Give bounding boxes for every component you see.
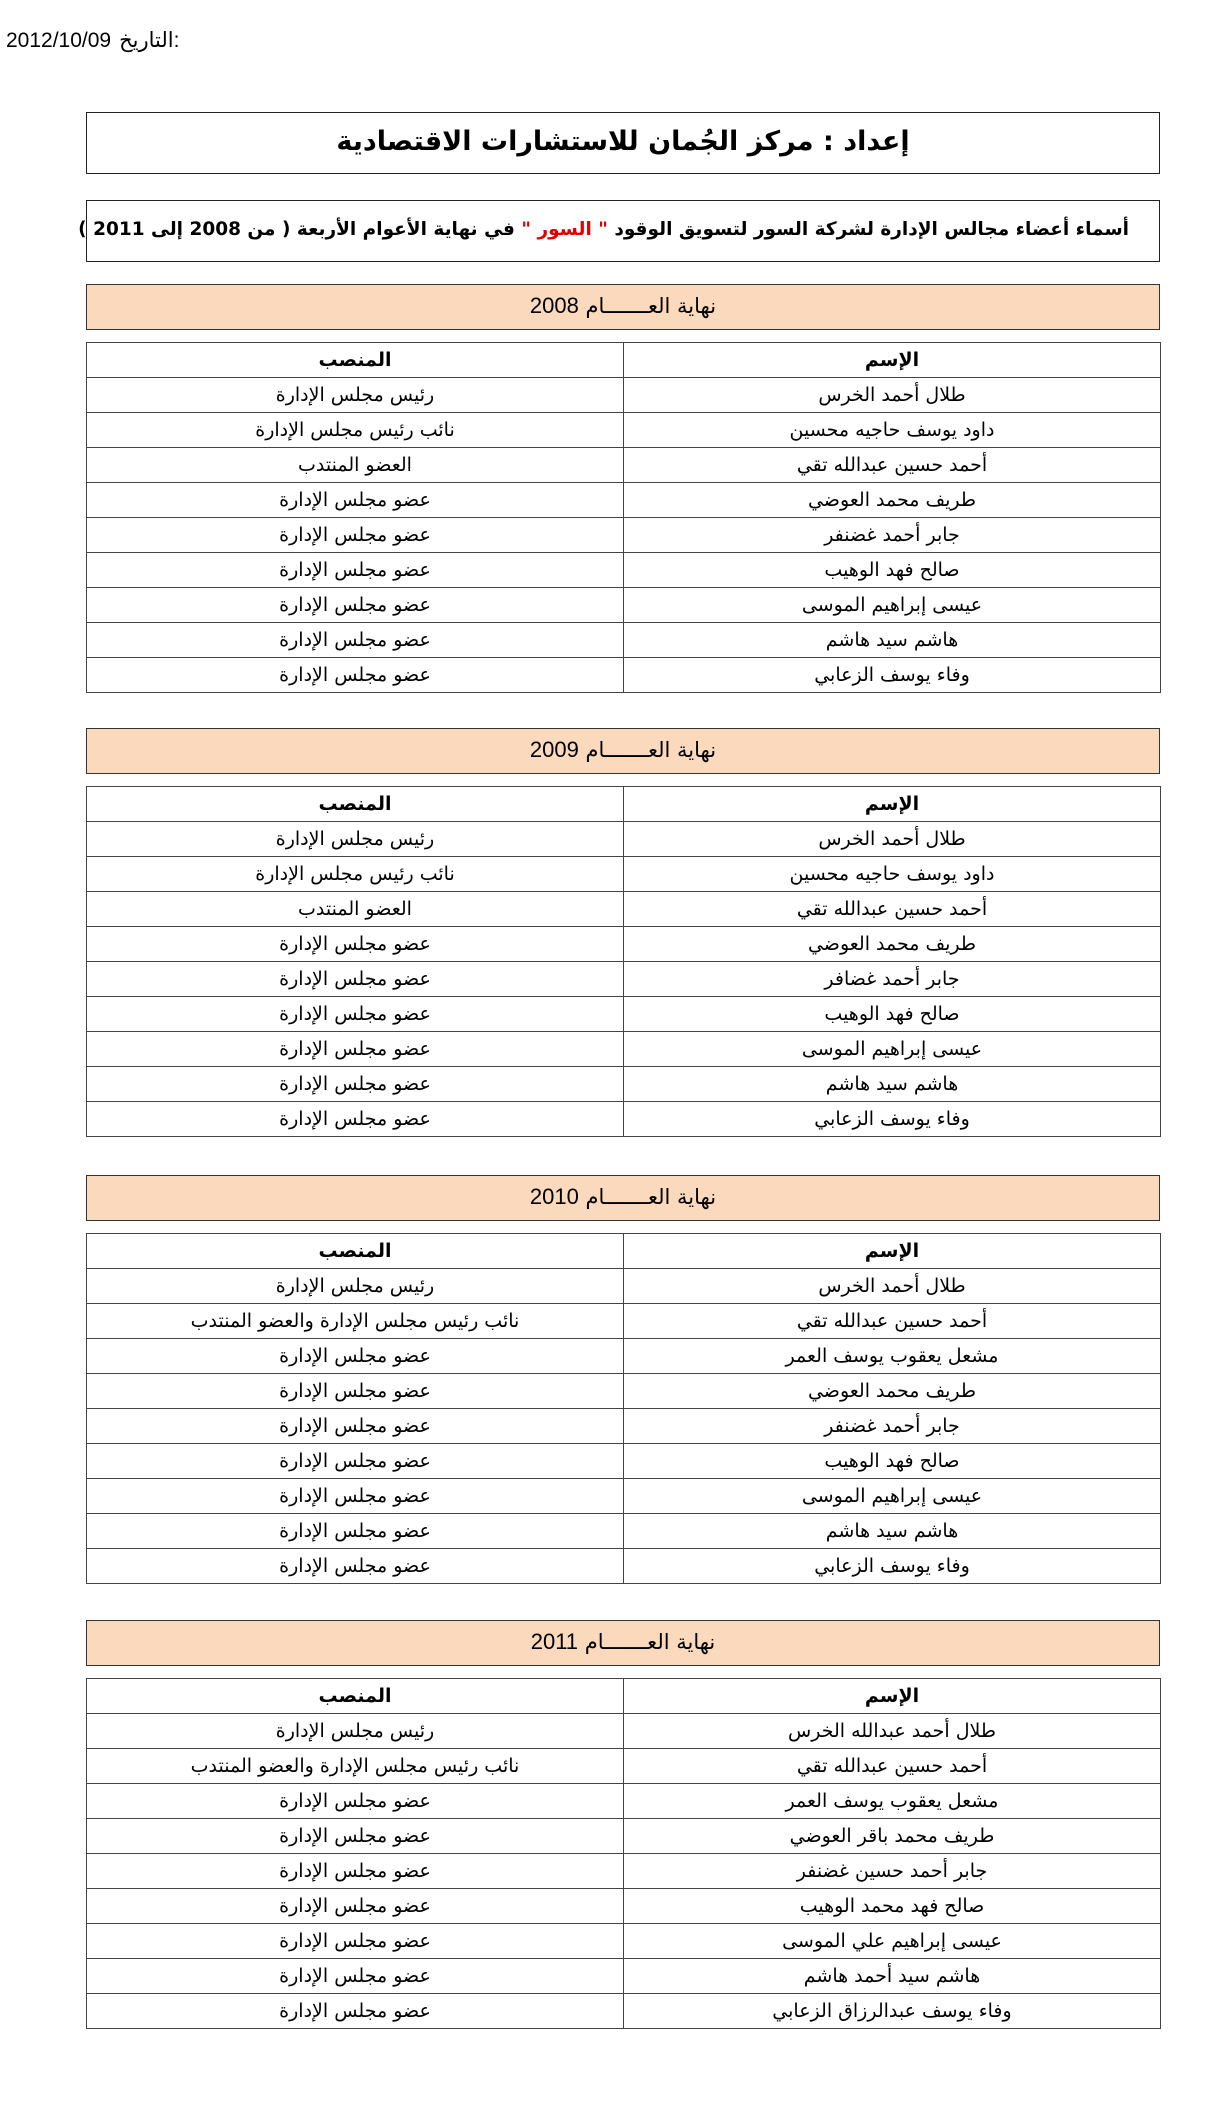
member-name: طريف محمد العوضي — [624, 927, 1161, 962]
year-heading — [86, 728, 1160, 774]
member-position: عضو مجلس الإدارة — [87, 1959, 624, 1994]
member-name: هاشم سيد هاشم — [624, 1067, 1161, 1102]
member-name: عيسى إبراهيم علي الموسى — [624, 1924, 1161, 1959]
table-row — [87, 483, 1161, 518]
table-header-row — [87, 343, 1161, 378]
member-name: وفاء يوسف الزعابي — [624, 1102, 1161, 1137]
member-name: جابر أحمد حسين غضنفر — [624, 1854, 1161, 1889]
member-position: عضو مجلس الإدارة — [87, 1479, 624, 1514]
member-name: جابر أحمد غضنفر — [624, 1409, 1161, 1444]
member-name: عيسى إبراهيم الموسى — [624, 588, 1161, 623]
subtitle-part1: أسماء أعضاء مجالس الإدارة لشركة السور لتسويق الوقود — [614, 219, 1129, 240]
member-position: رئيس مجلس الإدارة — [87, 1714, 624, 1749]
year-heading — [86, 1175, 1160, 1221]
member-position: عضو مجلس الإدارة — [87, 1549, 624, 1584]
member-position: عضو مجلس الإدارة — [87, 1889, 624, 1924]
table-row — [87, 1269, 1161, 1304]
table-row — [87, 927, 1161, 962]
member-position: عضو مجلس الإدارة — [87, 1067, 624, 1102]
board-table — [86, 342, 1161, 693]
member-name: صالح فهد محمد الوهيب — [624, 1889, 1161, 1924]
table-row — [87, 1924, 1161, 1959]
header-position: المنصب — [87, 787, 624, 822]
member-position: عضو مجلس الإدارة — [87, 927, 624, 962]
table-row — [87, 553, 1161, 588]
table-header-row — [87, 1679, 1161, 1714]
table-row — [87, 1994, 1161, 2029]
table-row — [87, 1854, 1161, 1889]
member-name: عيسى إبراهيم الموسى — [624, 1479, 1161, 1514]
table-row — [87, 1749, 1161, 1784]
member-name: طريف محمد العوضي — [624, 483, 1161, 518]
table-row — [87, 518, 1161, 553]
table-row — [87, 1304, 1161, 1339]
member-name: داود يوسف حاجيه محسين — [624, 413, 1161, 448]
member-name: طريف محمد العوضي — [624, 1374, 1161, 1409]
member-position: عضو مجلس الإدارة — [87, 1444, 624, 1479]
member-name: أحمد حسين عبدالله تقي — [624, 1304, 1161, 1339]
table-row — [87, 658, 1161, 693]
member-position: عضو مجلس الإدارة — [87, 1409, 624, 1444]
board-table — [86, 1233, 1161, 1584]
member-position: عضو مجلس الإدارة — [87, 997, 624, 1032]
date-value: 2012/10/09 — [6, 29, 112, 52]
table-row — [87, 962, 1161, 997]
year-heading-prefix: نهاية العـــــــام — [584, 1630, 716, 1654]
header-name: الإسم — [624, 1679, 1161, 1714]
member-position: العضو المنتدب — [87, 448, 624, 483]
table-row — [87, 822, 1161, 857]
member-position: نائب رئيس مجلس الإدارة والعضو المنتدب — [87, 1749, 624, 1784]
table-row — [87, 857, 1161, 892]
member-position: نائب رئيس مجلس الإدارة — [87, 857, 624, 892]
member-position: عضو مجلس الإدارة — [87, 1924, 624, 1959]
table-row — [87, 588, 1161, 623]
member-name: هاشم سيد هاشم — [624, 1514, 1161, 1549]
board-table — [86, 786, 1161, 1137]
report-date — [6, 28, 179, 53]
member-position: عضو مجلس الإدارة — [87, 1102, 624, 1137]
member-name: طلال أحمد الخرس — [624, 1269, 1161, 1304]
table-row — [87, 892, 1161, 927]
table-row — [87, 413, 1161, 448]
member-position: العضو المنتدب — [87, 892, 624, 927]
member-position: عضو مجلس الإدارة — [87, 518, 624, 553]
member-name: صالح فهد الوهيب — [624, 997, 1161, 1032]
table-row — [87, 1959, 1161, 1994]
table-row — [87, 1784, 1161, 1819]
member-position: عضو مجلس الإدارة — [87, 1819, 624, 1854]
member-name: وفاء يوسف الزعابي — [624, 1549, 1161, 1584]
table-row — [87, 1714, 1161, 1749]
header-name: الإسم — [624, 787, 1161, 822]
table-header-row — [87, 787, 1161, 822]
board-table — [86, 1678, 1161, 2029]
table-row — [87, 1374, 1161, 1409]
member-name: وفاء يوسف الزعابي — [624, 658, 1161, 693]
member-name: أحمد حسين عبدالله تقي — [624, 1749, 1161, 1784]
member-name: هاشم سيد أحمد هاشم — [624, 1959, 1161, 1994]
member-position: عضو مجلس الإدارة — [87, 658, 624, 693]
table-row — [87, 1819, 1161, 1854]
member-position: رئيس مجلس الإدارة — [87, 822, 624, 857]
member-name: داود يوسف حاجيه محسين — [624, 857, 1161, 892]
subtitle-company-name: " السور " — [521, 219, 608, 240]
table-row — [87, 1444, 1161, 1479]
member-position: عضو مجلس الإدارة — [87, 962, 624, 997]
report-subtitle — [78, 201, 1129, 259]
table-row — [87, 378, 1161, 413]
header-position: المنصب — [87, 1679, 624, 1714]
member-position: رئيس مجلس الإدارة — [87, 1269, 624, 1304]
report-subtitle-box — [78, 200, 1160, 262]
year-heading — [86, 1620, 1160, 1666]
subtitle-part2: في نهاية الأعوام الأربعة ( من 2008 إلى 2011 ) — [78, 219, 515, 240]
table-row — [87, 1067, 1161, 1102]
year-heading-prefix: نهاية العـــــــام — [585, 294, 717, 318]
member-name: جابر أحمد غضنفر — [624, 518, 1161, 553]
header-name: الإسم — [624, 1234, 1161, 1269]
member-position: عضو مجلس الإدارة — [87, 1784, 624, 1819]
member-position: عضو مجلس الإدارة — [87, 1514, 624, 1549]
table-row — [87, 448, 1161, 483]
year-heading-year: 2009 — [529, 737, 579, 762]
year-heading-year: 2008 — [529, 293, 579, 318]
member-name: مشعل يعقوب يوسف العمر — [624, 1784, 1161, 1819]
member-name: أحمد حسين عبدالله تقي — [624, 448, 1161, 483]
table-header-row — [87, 1234, 1161, 1269]
year-heading-year: 2011 — [530, 1629, 579, 1654]
member-position: عضو مجلس الإدارة — [87, 1032, 624, 1067]
member-position: عضو مجلس الإدارة — [87, 483, 624, 518]
member-position: نائب رئيس مجلس الإدارة والعضو المنتدب — [87, 1304, 624, 1339]
header-name: الإسم — [624, 343, 1161, 378]
header-position: المنصب — [87, 343, 624, 378]
table-row — [87, 1409, 1161, 1444]
member-position: عضو مجلس الإدارة — [87, 588, 624, 623]
member-name: هاشم سيد هاشم — [624, 623, 1161, 658]
member-position: عضو مجلس الإدارة — [87, 1339, 624, 1374]
member-position: عضو مجلس الإدارة — [87, 623, 624, 658]
member-name: طلال أحمد الخرس — [624, 822, 1161, 857]
member-position: رئيس مجلس الإدارة — [87, 378, 624, 413]
table-row — [87, 1889, 1161, 1924]
year-heading-prefix: نهاية العـــــــام — [585, 1185, 717, 1209]
member-name: جابر أحمد غضافر — [624, 962, 1161, 997]
report-title-box — [86, 112, 1160, 174]
member-position: عضو مجلس الإدارة — [87, 1994, 624, 2029]
member-name: عيسى إبراهيم الموسى — [624, 1032, 1161, 1067]
table-row — [87, 1102, 1161, 1137]
year-heading — [86, 284, 1160, 330]
table-row — [87, 1514, 1161, 1549]
member-name: طريف محمد باقر العوضي — [624, 1819, 1161, 1854]
table-row — [87, 1549, 1161, 1584]
member-name: أحمد حسين عبدالله تقي — [624, 892, 1161, 927]
member-name: وفاء يوسف عبدالرزاق الزعابي — [624, 1994, 1161, 2029]
member-name: طلال أحمد الخرس — [624, 378, 1161, 413]
table-row — [87, 1032, 1161, 1067]
report-title: إعداد : مركز الجُمان للاستشارات الاقتصادية — [336, 126, 910, 157]
member-name: مشعل يعقوب يوسف العمر — [624, 1339, 1161, 1374]
year-heading-prefix: نهاية العـــــــام — [585, 738, 717, 762]
member-name: صالح فهد الوهيب — [624, 1444, 1161, 1479]
member-position: نائب رئيس مجلس الإدارة — [87, 413, 624, 448]
table-row — [87, 997, 1161, 1032]
member-position: عضو مجلس الإدارة — [87, 553, 624, 588]
table-row — [87, 1479, 1161, 1514]
member-name: صالح فهد الوهيب — [624, 553, 1161, 588]
date-label: التاريخ: — [119, 29, 180, 52]
member-position: عضو مجلس الإدارة — [87, 1374, 624, 1409]
header-position: المنصب — [87, 1234, 624, 1269]
table-row — [87, 623, 1161, 658]
table-row — [87, 1339, 1161, 1374]
member-position: عضو مجلس الإدارة — [87, 1854, 624, 1889]
year-heading-year: 2010 — [529, 1184, 579, 1209]
member-name: طلال أحمد عبدالله الخرس — [624, 1714, 1161, 1749]
